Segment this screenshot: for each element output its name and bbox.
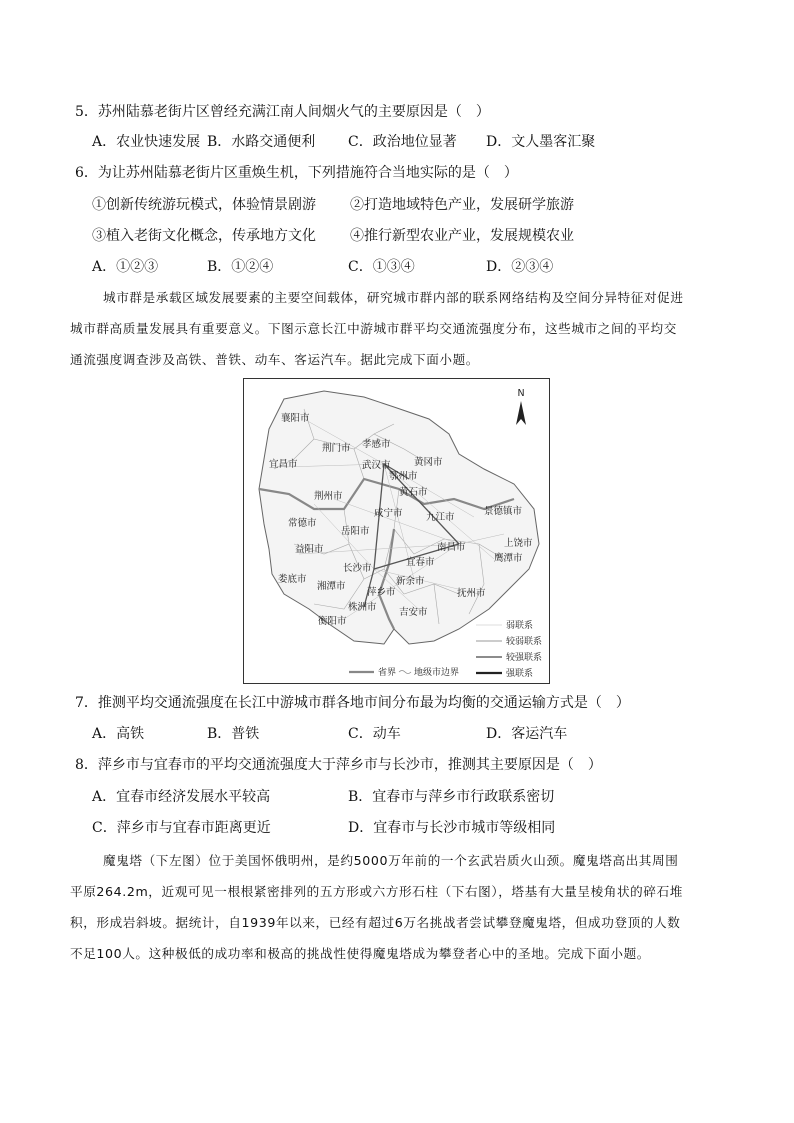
q7-option-b[interactable]: B．普铁 xyxy=(207,726,260,742)
city-label: 新余市 xyxy=(396,576,425,587)
passage2-line-2: 平原264.2m，近观可见一根根紧密排列的五方形或六方形石柱（下右图），塔基有大量呈棱角状的碎石堆 xyxy=(70,884,683,899)
q6-stem: 6．为让苏州陆慕老街片区重焕生机，下列措施符合当地实际的是（ ） xyxy=(75,165,518,181)
city-label: 萍乡市 xyxy=(367,587,396,598)
north-label: N xyxy=(517,388,525,399)
legend-province-boundary: 省界 xyxy=(378,668,397,678)
passage2-line-3: 积，形成岩斜坡。据统计，自1939年以来，已经有超过6万名挑战者尝试攀登魔鬼塔，但成功登顶的人数 xyxy=(70,915,681,930)
legend-weak: 弱联系 xyxy=(506,621,534,631)
passage1-line-3: 通流强度调查涉及高铁、普铁、动车、客运汽车。据此完成下面小题。 xyxy=(70,352,480,367)
city-label: 岳阳市 xyxy=(341,526,370,537)
map-svg xyxy=(244,379,549,683)
city-label: 上饶市 xyxy=(504,538,533,549)
q5-option-d[interactable]: D．文人墨客汇聚 xyxy=(486,134,596,150)
q6-option-a[interactable]: A．①②③ xyxy=(92,259,159,275)
q7-option-d[interactable]: D．客运汽车 xyxy=(486,726,568,742)
city-label: 长沙市 xyxy=(343,563,372,574)
city-label: 荆门市 xyxy=(322,443,351,454)
city-label: 宜昌市 xyxy=(269,459,298,470)
city-label: 常德市 xyxy=(288,518,317,529)
city-label: 南昌市 xyxy=(437,542,466,553)
q5-option-c[interactable]: C．政治地位显著 xyxy=(348,134,457,150)
city-label: 吉安市 xyxy=(399,607,428,618)
q6-measure-2: ②打造地域特色产业，发展研学旅游 xyxy=(350,197,574,213)
city-label: 黄冈市 xyxy=(414,457,443,468)
q6-option-c[interactable]: C．①③④ xyxy=(348,259,415,275)
q6-measure-1: ①创新传统游玩模式，体验情景剧游 xyxy=(92,197,316,213)
q5-option-a[interactable]: A．农业快速发展 xyxy=(92,134,201,150)
city-label: 孝感市 xyxy=(362,439,391,450)
legend-stronger: 较强联系 xyxy=(506,653,543,663)
q6-option-d[interactable]: D．②③④ xyxy=(486,259,554,275)
city-label: 娄底市 xyxy=(278,574,307,585)
city-label: 襄阳市 xyxy=(281,413,310,424)
q5-option-b[interactable]: B．水路交通便利 xyxy=(207,134,316,150)
passage2-line-4: 不足100人。这种极低的成功率和极高的挑战性使得魔鬼塔成为攀登者心中的圣地。完成下面小题。 xyxy=(70,946,650,961)
q6-option-b[interactable]: B．①②④ xyxy=(207,259,274,275)
city-cluster-map xyxy=(243,378,550,684)
city-label: 九江市 xyxy=(426,512,455,523)
city-label: 鄂州市 xyxy=(389,471,418,482)
q7-stem: 7．推测平均交通流强度在长江中游城市群各地市间分布最为均衡的交通运输方式是（ ） xyxy=(75,695,630,711)
city-label: 株洲市 xyxy=(348,602,377,613)
q6-measure-3: ③植入老街文化概念，传承地方文化 xyxy=(92,228,316,244)
q7-option-a[interactable]: A．高铁 xyxy=(92,726,145,742)
city-label: 衡阳市 xyxy=(318,616,347,627)
north-arrow-icon xyxy=(516,388,526,425)
city-label: 湘潭市 xyxy=(317,581,346,592)
q5-stem: 5．苏州陆慕老街片区曾经充满江南人间烟火气的主要原因是（ ） xyxy=(75,104,490,120)
q8-option-a[interactable]: A．宜春市经济发展水平较高 xyxy=(92,789,271,805)
passage1-line-2: 城市群高质量发展具有重要意义。下图示意长江中游城市群平均交通流强度分布，这些城市之间的平均交 xyxy=(70,321,677,336)
legend-city-boundary: 地级市边界 xyxy=(414,668,460,678)
q8-option-c[interactable]: C．萍乡市与宜春市距离更近 xyxy=(92,820,271,836)
q8-option-b[interactable]: B．宜春市与萍乡市行政联系密切 xyxy=(348,789,555,805)
q7-option-c[interactable]: C．动车 xyxy=(348,726,401,742)
city-label: 武汉市 xyxy=(362,460,391,471)
city-label: 黄石市 xyxy=(399,487,428,498)
passage2-line-1: 魔鬼塔（下左图）位于美国怀俄明州，是约5000万年前的一个玄武岩质火山颈。魔鬼塔高出其周围 xyxy=(103,853,679,868)
city-label: 景德镇市 xyxy=(484,506,523,517)
city-label: 益阳市 xyxy=(295,544,324,555)
q6-measure-4: ④推行新型农业产业，发展规模农业 xyxy=(350,228,574,244)
passage1-line-1: 城市群是承载区域发展要素的主要空间载体，研究城市群内部的联系网络结构及空间分异特征对促进 xyxy=(103,290,684,305)
legend-weaker: 较弱联系 xyxy=(506,637,543,647)
city-label: 抚州市 xyxy=(457,588,486,599)
legend-strong: 强联系 xyxy=(506,669,534,679)
q8-stem: 8．萍乡市与宜春市的平均交通流强度大于萍乡市与长沙市，推测其主要原因是（ ） xyxy=(75,757,602,773)
city-label: 荆州市 xyxy=(314,491,343,502)
city-label: 鹰潭市 xyxy=(494,553,523,564)
city-label: 宜春市 xyxy=(406,557,435,568)
q8-option-d[interactable]: D．宜春市与长沙市城市等级相同 xyxy=(348,820,556,836)
city-label: 咸宁市 xyxy=(374,508,403,519)
